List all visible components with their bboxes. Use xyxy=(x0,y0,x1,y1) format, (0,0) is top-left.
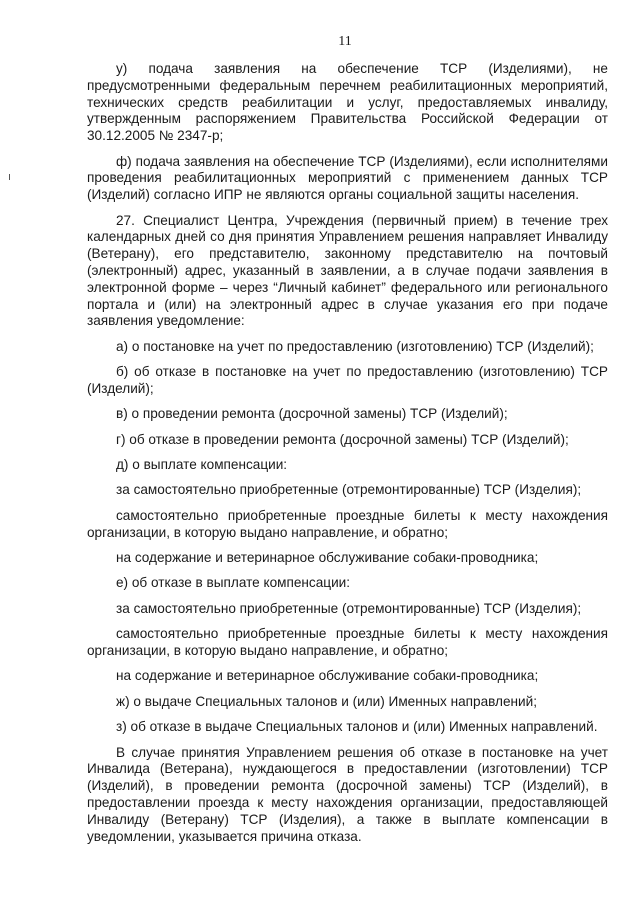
list-subitem: самостоятельно приобретенные проездные билеты к месту нахождения организации, в которую выдано направление, и обратно; xyxy=(87,507,608,540)
list-item-z: з) об отказе в выдаче Специальных талонов и (или) Именных направлений. xyxy=(116,719,598,735)
list-subitem: за самостоятельно приобретенные (отремонтированные) ТСР (Изделия); xyxy=(116,482,582,498)
list-subitem: на содержание и ветеринарное обслуживание собаки-проводника; xyxy=(116,668,539,684)
page-number: 11 xyxy=(338,34,352,49)
list-item-b: б) об отказе в постановке на учет по предоставлению (изготовлению) ТСР (Изделий); xyxy=(87,364,608,396)
list-item-e: е) об отказе в выплате компенсации: xyxy=(116,575,351,591)
paragraph-27: 27. Специалист Центра, Учреждения (первичный прием) в течение трех календарных дней со дня принятия Управлением решения направляет Инвалиду (Ветерану), его представителю, законному представителю на почтовый (электронный) адрес, указанный в заявлении, а в случае подачи заявления в электронной форме – через “Личный кабинет” федерального или регионального портала и (или) на электронный адрес в случае указания его при подаче заявления уведомление: xyxy=(87,212,608,329)
scan-edge-mark xyxy=(9,174,10,180)
paragraph-refusal: В случае принятия Управлением решения об отказе в постановке на учет Инвалида (Ветерана), нуждающегося в предоставлении (изготовлении) ТСР (Изделий), в проведении ремонта (досрочной замены) ТСР (Изделий), в предоставлении проезда к месту нахождения организации, предоставляющей Инвалиду (Ветерану) ТСР (Изделия), а также в выплате компенсации в уведомлении, указывается причина отказа. xyxy=(87,744,608,844)
list-subitem: за самостоятельно приобретенные (отремонтированные) ТСР (Изделия); xyxy=(116,600,582,616)
list-item-g: г) об отказе в проведении ремонта (досрочной замены) ТСР (Изделий); xyxy=(116,431,569,447)
list-item-d: д) о выплате компенсации: xyxy=(116,457,288,473)
list-subitem: самостоятельно приобретенные проездные билеты к месту нахождения организации, в которую выдано направление, и обратно; xyxy=(87,626,608,659)
paragraph-u: у) подача заявления на обеспечение ТСР (Изделиями), не предусмотренными федеральным перечнем реабилитационных мероприятий, технических средств реабилитации и услуг, предоставляемых инвалиду, утвержденным распоряжением Правительства Российской Федерации от 30.12.2005 № 2347-р; xyxy=(87,61,608,144)
document-body xyxy=(87,61,608,854)
list-item-a: а) о постановке на учет по предоставлению (изготовлению) ТСР (Изделий); xyxy=(116,338,594,354)
paragraph-f: ф) подача заявления на обеспечение ТСР (Изделиями), если исполнителями проведения реабилитационных мероприятий с применением данных ТСР (Изделий) согласно ИПР не являются органы социальной защиты населения. xyxy=(87,153,608,203)
list-subitem: на содержание и ветеринарное обслуживание собаки-проводника; xyxy=(116,550,539,566)
list-item-v: в) о проведении ремонта (досрочной замены) ТСР (Изделий); xyxy=(116,406,508,422)
list-item-zh: ж) о выдаче Специальных талонов и (или) Именных направлений; xyxy=(116,693,538,709)
